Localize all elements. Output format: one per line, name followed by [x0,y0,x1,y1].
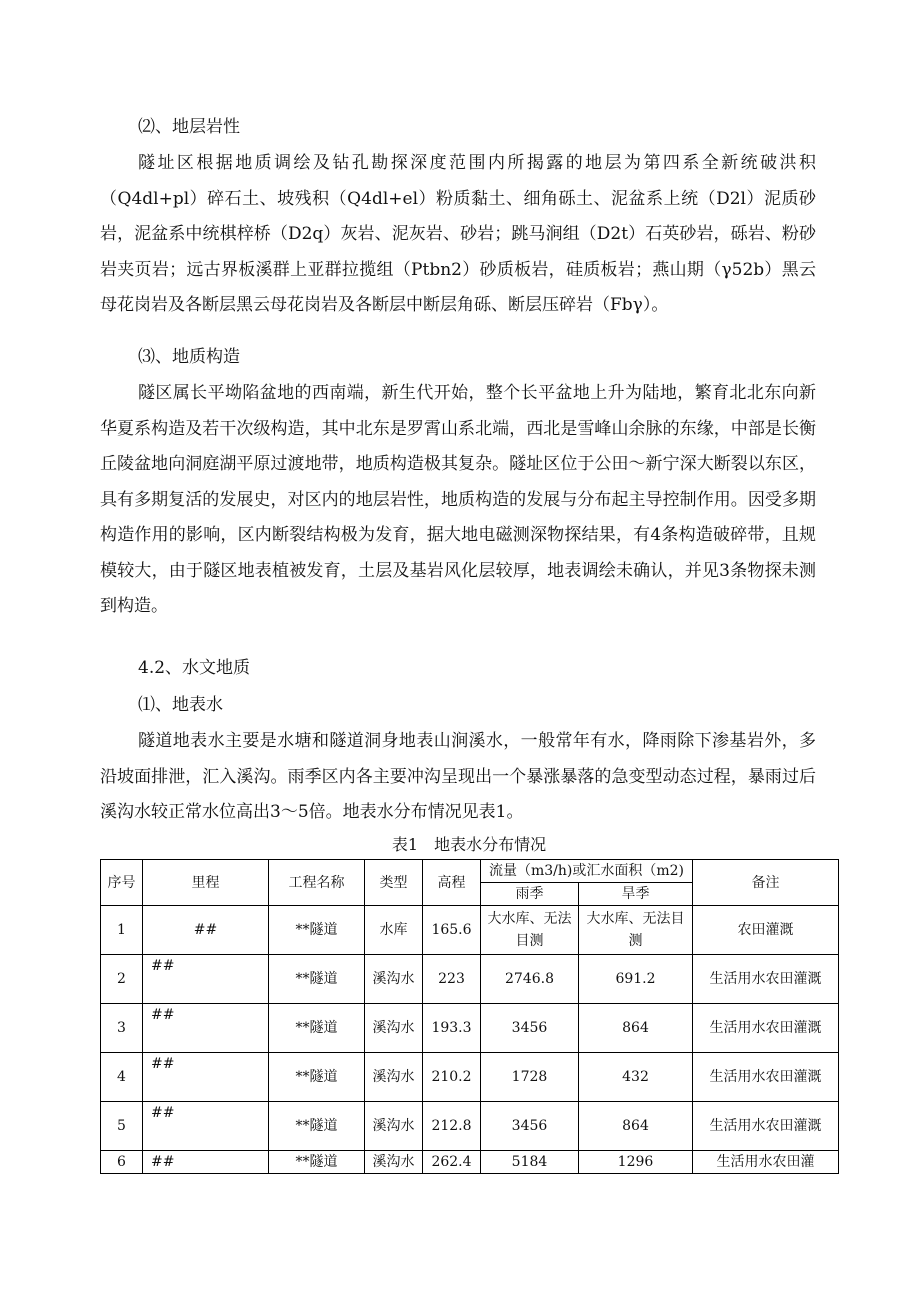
header-seq: 序号 [101,860,143,906]
cell-elevation: 165.6 [423,906,481,955]
cell-dry: 691.2 [579,955,693,1004]
cell-remark: 生活用水农田灌溉 [693,1102,839,1151]
cell-rainy: 3456 [481,1004,579,1053]
cell-project: **隧道 [269,1004,365,1053]
paragraph-surface-water: 隧道地表水主要是水塘和隧道洞身地表山涧溪水，一般常年有水，降雨除下渗基岩外，多沿坡面排泄，汇入溪沟。雨季区内各主要冲沟呈现出一个暴涨暴落的急变型动态过程，暴雨过后溪沟水较正常水位高出3～5倍。地表水分布情况见表1。 [100,731,816,822]
section-heading-structure: ⑶、地质构造 [138,347,240,367]
cell-type: 溪沟水 [365,1053,423,1102]
cell-dry: 864 [579,1004,693,1053]
surface-water-table [100,859,839,1174]
cell-remark: 生活用水农田灌溉 [693,1004,839,1053]
header-rainy: 雨季 [481,883,579,906]
cell-seq: 4 [101,1053,143,1102]
table-caption: 表1 地表水分布情况 [391,835,547,854]
cell-type: 溪沟水 [365,955,423,1004]
header-remark: 备注 [693,860,839,906]
cell-dry: 大水库、无法目测 [579,906,693,955]
cell-seq: 1 [101,906,143,955]
cell-dry: 1296 [579,1151,693,1174]
cell-elevation: 210.2 [423,1053,481,1102]
cell-remark: 生活用水农田灌溉 [693,1053,839,1102]
cell-remark: 农田灌溉 [693,906,839,955]
cell-remark: 生活用水农田灌溉 [693,955,839,1004]
cell-rainy: 5184 [481,1151,579,1174]
section-heading-strata: ⑵、地层岩性 [138,117,240,137]
table-row [101,1151,839,1174]
section-heading-surface-water: ⑴、地表水 [138,695,223,715]
cell-dry: 864 [579,1102,693,1151]
header-flow-group: 流量（m3/h)或汇水面积（m2) [481,860,693,883]
header-mileage: 里程 [143,860,269,906]
cell-mileage: ## [143,1151,269,1174]
cell-project: **隧道 [269,1102,365,1151]
table-row [101,1102,839,1151]
cell-mileage: ## [143,1004,269,1053]
cell-type: 溪沟水 [365,1151,423,1174]
cell-rainy: 1728 [481,1053,579,1102]
table-row [101,1053,839,1102]
cell-rainy: 2746.8 [481,955,579,1004]
cell-project: **隧道 [269,906,365,955]
cell-seq: 5 [101,1102,143,1151]
cell-seq: 3 [101,1004,143,1053]
header-project: 工程名称 [269,860,365,906]
cell-elevation: 223 [423,955,481,1004]
cell-mileage: ## [143,1102,269,1151]
table-row [101,1004,839,1053]
cell-project: **隧道 [269,955,365,1004]
cell-elevation: 193.3 [423,1004,481,1053]
cell-mileage: ## [143,906,269,955]
paragraph-structure: 隧区属长平坳陷盆地的西南端，新生代开始，整个长平盆地上升为陆地，繁育北北东向新华夏系构造及若干次级构造，其中北东是罗霄山系北端，西北是雪峰山余脉的东缘，中部是长衡丘陵盆地向洞庭湖平原过渡地带，地质构造极其复杂。隧址区位于公田～新宁深大断裂以东区，具有多期复活的发展史，对区内的地层岩性，地质构造的发展与分布起主导控制作用。因受多期构造作用的影响，区内断裂结构极为发育，据大地电磁测深物探结果，有4条构造破碎带，且规模较大，由于隧区地表植被发育，土层及基岩风化层较厚，地表调绘未确认，并见3条物探未测到构造。 [100,383,816,616]
table-row [101,906,839,955]
cell-type: 水库 [365,906,423,955]
cell-type: 溪沟水 [365,1102,423,1151]
cell-rainy: 3456 [481,1102,579,1151]
cell-project: **隧道 [269,1053,365,1102]
cell-dry: 432 [579,1053,693,1102]
cell-mileage: ## [143,955,269,1004]
header-elevation: 高程 [423,860,481,906]
cell-elevation: 212.8 [423,1102,481,1151]
section-heading-hydrogeology: 4.2、水文地质 [138,658,251,678]
cell-seq: 2 [101,955,143,1004]
cell-seq: 6 [101,1151,143,1174]
paragraph-strata: 隧址区根据地质调绘及钻孔勘探深度范围内所揭露的地层为第四系全新统破洪积（Q4dl+pl）碎石土、坡残积（Q4dl+el）粉质黏土、细角砾土、泥盆系上统（D2l）泥质砂岩，泥盆系中统棋梓桥（D2q）灰岩、泥灰岩、砂岩；跳马涧组（D2t）石英砂岩，砾岩、粉砂岩夹页岩；远古界板溪群上亚群拉揽组（Ptbn2）砂质板岩，硅质板岩；燕山期（γ52b）黑云母花岗岩及各断层黑云母花岗岩及各断层中断层角砾、断层压碎岩（Fbγ）。 [100,153,816,315]
cell-project: **隧道 [269,1151,365,1174]
cell-type: 溪沟水 [365,1004,423,1053]
cell-elevation: 262.4 [423,1151,481,1174]
header-dry: 旱季 [579,883,693,906]
cell-remark: 生活用水农田灌 [693,1151,839,1174]
table-row [101,955,839,1004]
cell-rainy: 大水库、无法目测 [481,906,579,955]
cell-mileage: ## [143,1053,269,1102]
header-type: 类型 [365,860,423,906]
